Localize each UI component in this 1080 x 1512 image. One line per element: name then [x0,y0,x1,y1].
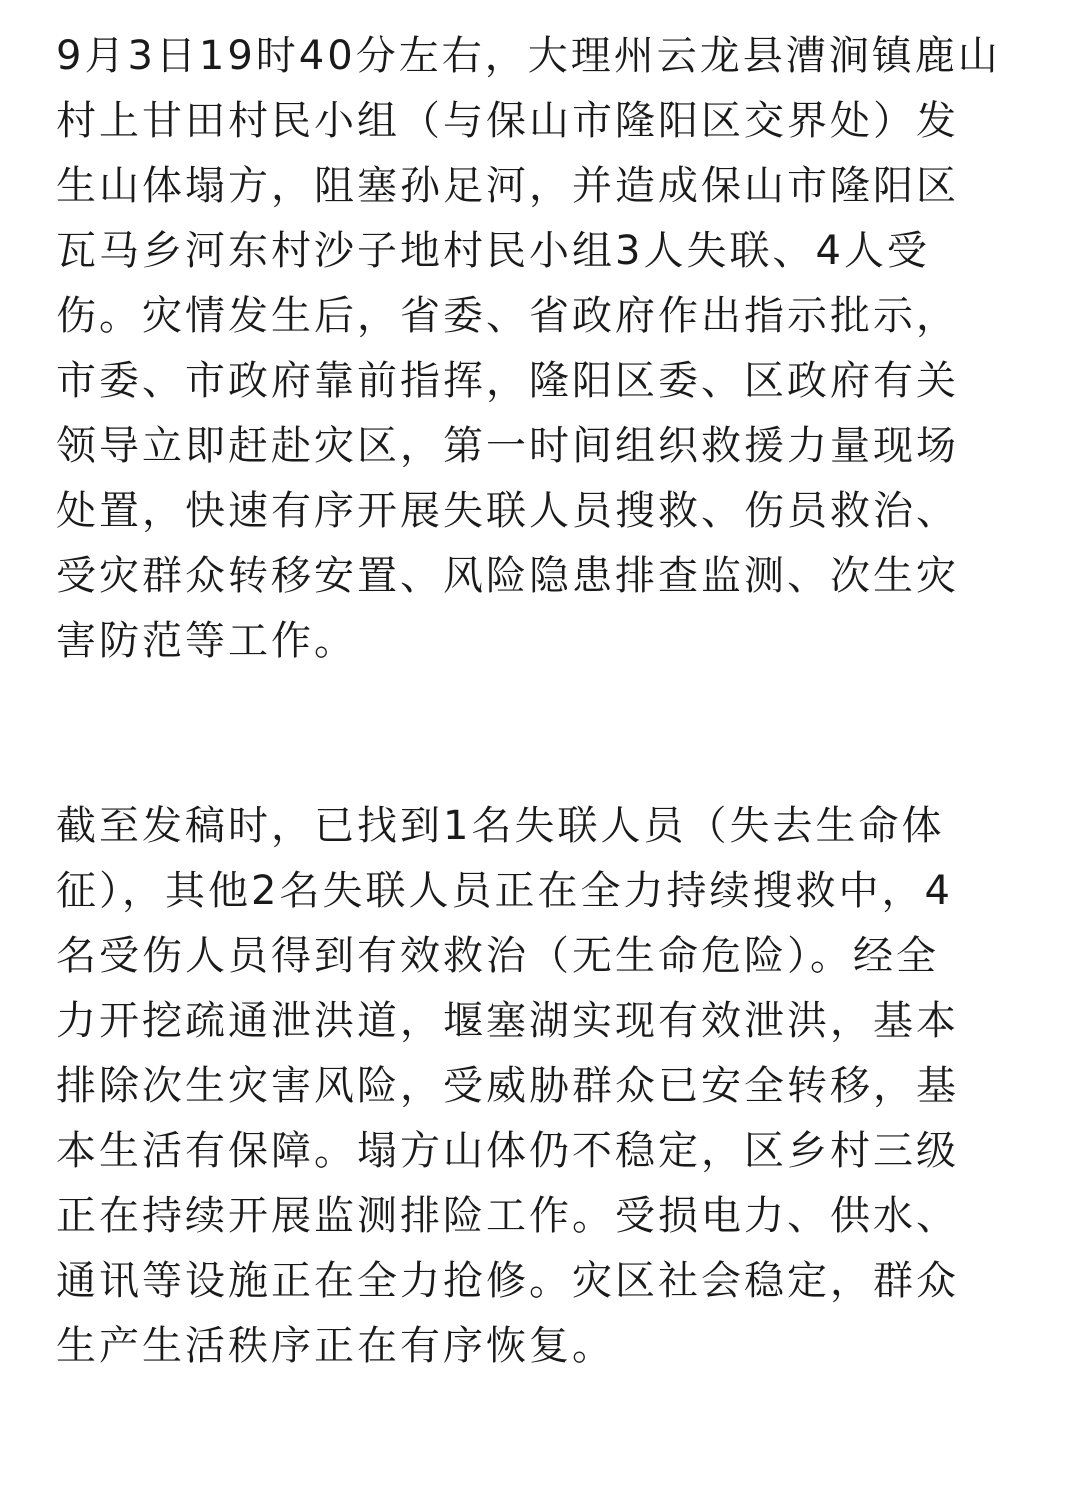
text-line: 生产生活秩序正在有序恢复。 [56,1323,615,1369]
text-line: 村上甘田村民小组（与保山市隆阳区交界处）发 [56,98,959,144]
text-line: 本生活有保障。塌方山体仍不稳定，区乡村三级 [56,1128,959,1174]
text-line: 名受伤人员得到有效救治（无生命危险）。经全 [56,933,939,979]
text-line: 瓦马乡河东村沙子地村民小组3人失联、4人受 [56,228,930,274]
text-line: 正在持续开展监测排险工作。受损电力、供水、 [56,1193,959,1239]
text-line: 截至发稿时，已找到1名失联人员（失去生命体 [56,803,945,849]
text-line: 市委、市政府靠前指挥，隆阳区委、区政府有关 [56,358,959,404]
paragraph-spacer [56,674,1028,794]
text-line: 处置，快速有序开展失联人员搜救、伤员救治、 [56,488,959,534]
text-line: 受灾群众转移安置、风险隐患排查监测、次生灾 [56,553,959,599]
text-line: 力开挖疏通泄洪道，堰塞湖实现有效泄洪，基本 [56,998,959,1044]
text-line: 害防范等工作。 [56,618,357,664]
paragraph-2 [56,794,1028,1379]
text-line: 伤。灾情发生后，省委、省政府作出指示批示， [56,293,959,339]
text-line: 征），其他2名失联人员正在全力持续搜救中，4 [56,868,953,914]
text-line: 通讯等设施正在全力抢修。灾区社会稳定，群众 [56,1258,959,1304]
text-line: 生山体塌方，阻塞孙足河，并造成保山市隆阳区 [56,163,959,209]
article-body [56,24,1028,1379]
text-line: 排除次生灾害风险，受威胁群众已安全转移，基 [56,1063,959,1109]
paragraph-1 [56,24,1028,674]
text-line: 9月3日19时40分左右，大理州云龙县漕涧镇鹿山 [56,33,1001,79]
text-line: 领导立即赶赴灾区，第一时间组织救援力量现场 [56,423,959,469]
